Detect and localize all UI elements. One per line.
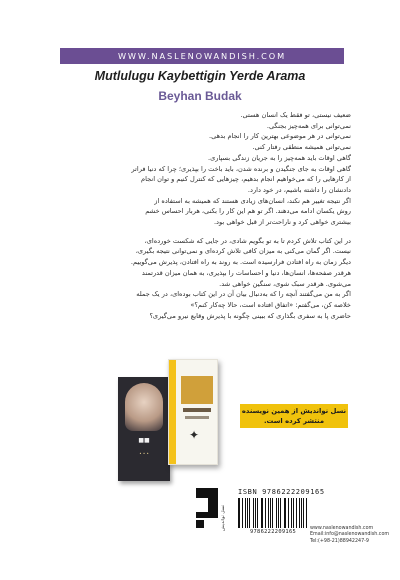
blurb-line: هرقدر صفحه‌ها، انسان‌ها، دنیا و احساسات را بپذیری، به همان میزان قدرتمند [141, 268, 351, 277]
publisher-info [196, 488, 390, 548]
blurb-line: در این کتاب تلاش کردم تا به تو بگویم شادی، در جایی که شکست خورده‌ای، [144, 236, 351, 245]
blurb-line: نمی‌توانی همیشه منطقی رفتار کنی. [252, 143, 351, 152]
contact-phone: Tel:(+98-21)88942247-9 [310, 538, 369, 544]
book-author: Beyhan Budak [158, 89, 242, 103]
related-books-image [118, 359, 226, 497]
website-banner: WWW.NASLENOWANDISH.COM [60, 48, 344, 64]
related-book-cover-2 [168, 359, 218, 465]
publisher-logo-icon [196, 488, 218, 528]
blurb-line: می‌شوی. هرقدر سبک شوی، سنگین خواهی شد. [219, 279, 351, 288]
book-cover-subtitle-art: • • • [139, 451, 149, 456]
blurb-line: اگر به من می‌گفتند آنچه را که به‌دنبال بیان آن در این کتاب بوده‌ای، در یک جمله [136, 290, 351, 299]
blurb-line: اگر نتیجه تغییر هم نکند، انسان‌های زیادی هستند که همیشه به استفاده از [154, 196, 351, 205]
related-book-cover-1 [118, 377, 170, 481]
blurb-line: روش یکسان ادامه می‌دهند. اگر تو هم این کار را بکنی، هربار احساس خشم [145, 207, 351, 216]
contact-email: Email:info@naslenowandish.com [310, 532, 390, 538]
publisher-name-vertical: نسل نواندیش [221, 504, 226, 532]
book-title: Mutlulugu Kaybettigin Yerde Arama [94, 69, 306, 83]
barcode-bar [249, 498, 250, 528]
barcode-bar [255, 498, 256, 528]
barcode [238, 498, 308, 528]
cover-title-block [181, 376, 213, 404]
barcode-bar [272, 498, 273, 528]
promo-line-1: نسل نواندیش از همین نویسنده [241, 407, 347, 415]
author-portrait [125, 383, 163, 431]
book-cover-title-art: ■■ [138, 437, 150, 444]
cover-text-line [183, 408, 211, 412]
paragraph-gap [48, 228, 351, 236]
barcode-bar [306, 498, 307, 528]
bird-icon: ✦ [189, 428, 200, 442]
barcode-bar [242, 498, 243, 528]
contact-info [310, 526, 400, 545]
blurb-line: گاهی اوقات باید همه‌چیز را به جریان زندگی بسپاری. [207, 153, 351, 162]
barcode-number: 9786222209165 [249, 529, 297, 535]
cover-stripe [169, 360, 176, 465]
blurb-line: خلاصه کن، می‌گفتم: «اتفاق افتاده است، حالا چه‌کار کنم؟» [190, 300, 351, 309]
blurb-line: نیست. اگر گمان می‌کنی به میزان کافی تلاش کرده‌ای و نمی‌توانی نتیجه بگیری، [135, 247, 351, 256]
blurb-line: گاهی اوقات به جای جنگیدن و برنده شدن، باید باخت را بپذیری؛ چرا که دنیا فراتر [131, 164, 351, 173]
blurb-line: نمی‌توانی برای همه‌چیز بجنگی. [266, 121, 351, 130]
blurb-line: دیگر زمان به راه افتادن فرارسیده است. به روند به راه افتادن، پذیرش می‌گوییم. [130, 258, 351, 267]
barcode-bar [285, 498, 286, 528]
blurb-line: ضعیف نیستی، تو فقط یک انسان هستی. [240, 111, 351, 119]
isbn-block [238, 488, 325, 535]
blurb-line: نمی‌توانی در هر موضوعی بهترین کار را انجام بدهی. [208, 132, 351, 141]
promo-line-2: منتشر کرده است. [263, 417, 325, 425]
barcode-bar [265, 498, 266, 528]
barcode-bar [299, 498, 300, 528]
cover-text-line [185, 416, 209, 419]
blurb-line: دادنشان را داشته باشیم، در خود دارد. [247, 185, 351, 194]
barcode-bar [262, 498, 263, 528]
contact-website: www.naslenowandish.com [310, 526, 374, 531]
blurb-line: از کارهایی را که می‌خواهیم انجام بدهیم، چیزهایی که کنترل کنیم و توان انجام [141, 175, 351, 184]
blurb-text [48, 110, 351, 321]
blurb-line: حاضری پا به سفری بگذاری که ببینی چگونه با پذیرش وقایع نیرو می‌گیری؟ [149, 311, 351, 320]
barcode-bar [293, 498, 294, 528]
barcode-bar [280, 498, 281, 528]
blurb-line: بیشتری خواهی کرد و ناراحت‌تر از قبل خواهی بود. [213, 218, 351, 227]
isbn-text: ISBN 9786222209165 [238, 488, 325, 496]
promo-label [240, 404, 348, 428]
